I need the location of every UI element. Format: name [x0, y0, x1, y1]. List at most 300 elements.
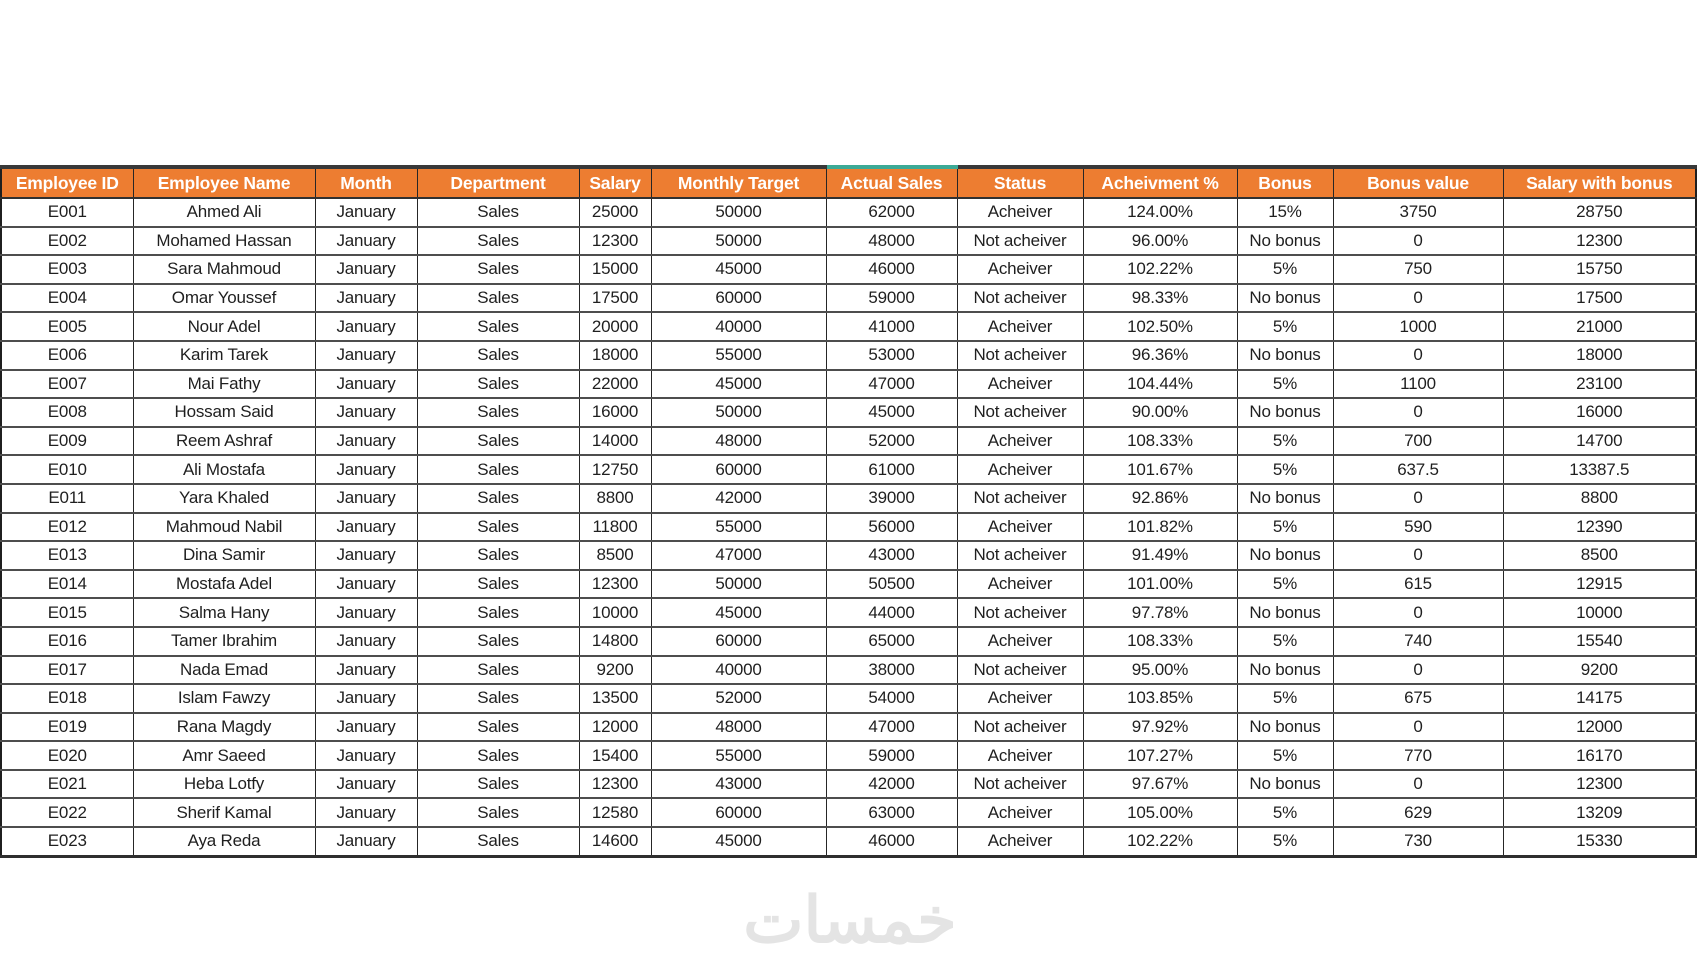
cell-actual-sales: 59000 [826, 741, 957, 770]
cell-bonus: No bonus [1237, 484, 1333, 513]
cell-salary: 8800 [579, 484, 651, 513]
cell-employee-name: Sherif Kamal [133, 798, 315, 827]
cell-status: Acheiver [957, 741, 1083, 770]
cell-actual-sales: 43000 [826, 541, 957, 570]
cell-employee-name: Karim Tarek [133, 341, 315, 370]
cell-monthly-target: 43000 [651, 770, 826, 799]
cell-salary: 9200 [579, 656, 651, 685]
cell-acheivment-pct: 105.00% [1083, 798, 1237, 827]
cell-month: January [315, 741, 417, 770]
cell-employee-name: Reem Ashraf [133, 427, 315, 456]
cell-bonus-value: 675 [1333, 684, 1503, 713]
cell-salary: 11800 [579, 513, 651, 542]
table-row [1, 284, 1696, 313]
cell-department: Sales [417, 598, 579, 627]
cell-status: Not acheiver [957, 284, 1083, 313]
cell-actual-sales: 47000 [826, 713, 957, 742]
cell-actual-sales: 47000 [826, 370, 957, 399]
cell-employee-name: Yara Khaled [133, 484, 315, 513]
cell-status: Acheiver [957, 798, 1083, 827]
cell-bonus: 5% [1237, 513, 1333, 542]
cell-monthly-target: 48000 [651, 713, 826, 742]
cell-bonus-value: 590 [1333, 513, 1503, 542]
cell-acheivment-pct: 97.92% [1083, 713, 1237, 742]
cell-month: January [315, 398, 417, 427]
table-row [1, 513, 1696, 542]
cell-actual-sales: 59000 [826, 284, 957, 313]
column-header-department: Department [417, 167, 579, 198]
cell-monthly-target: 48000 [651, 427, 826, 456]
table-row [1, 627, 1696, 656]
cell-monthly-target: 50000 [651, 570, 826, 599]
cell-bonus-value: 740 [1333, 627, 1503, 656]
cell-employee-name: Nada Emad [133, 656, 315, 685]
cell-department: Sales [417, 198, 579, 227]
cell-bonus: No bonus [1237, 284, 1333, 313]
column-header-salary: Salary [579, 167, 651, 198]
column-header-employee-id: Employee ID [1, 167, 133, 198]
cell-bonus: No bonus [1237, 227, 1333, 256]
table-row [1, 398, 1696, 427]
cell-monthly-target: 60000 [651, 284, 826, 313]
cell-bonus-value: 0 [1333, 227, 1503, 256]
cell-bonus-value: 700 [1333, 427, 1503, 456]
cell-bonus-value: 750 [1333, 255, 1503, 284]
cell-bonus-value: 0 [1333, 656, 1503, 685]
cell-bonus: No bonus [1237, 541, 1333, 570]
cell-bonus: 5% [1237, 427, 1333, 456]
cell-bonus-value: 1000 [1333, 312, 1503, 341]
table-row [1, 455, 1696, 484]
cell-month: January [315, 513, 417, 542]
cell-actual-sales: 62000 [826, 198, 957, 227]
cell-department: Sales [417, 684, 579, 713]
cell-salary-with-bonus: 12915 [1503, 570, 1696, 599]
cell-employee-id: E016 [1, 627, 133, 656]
cell-salary-with-bonus: 14175 [1503, 684, 1696, 713]
cell-employee-id: E015 [1, 598, 133, 627]
cell-actual-sales: 38000 [826, 656, 957, 685]
cell-bonus: 5% [1237, 255, 1333, 284]
cell-monthly-target: 42000 [651, 484, 826, 513]
cell-monthly-target: 55000 [651, 341, 826, 370]
cell-acheivment-pct: 97.78% [1083, 598, 1237, 627]
cell-salary: 10000 [579, 598, 651, 627]
cell-bonus: 5% [1237, 827, 1333, 856]
cell-department: Sales [417, 741, 579, 770]
cell-actual-sales: 50500 [826, 570, 957, 599]
cell-acheivment-pct: 101.67% [1083, 455, 1237, 484]
cell-status: Acheiver [957, 455, 1083, 484]
cell-bonus: No bonus [1237, 770, 1333, 799]
cell-month: January [315, 312, 417, 341]
table-row [1, 741, 1696, 770]
cell-month: January [315, 341, 417, 370]
cell-monthly-target: 60000 [651, 798, 826, 827]
column-header-actual-sales: Actual Sales [826, 167, 957, 198]
cell-status: Acheiver [957, 827, 1083, 856]
cell-bonus: No bonus [1237, 656, 1333, 685]
cell-monthly-target: 50000 [651, 398, 826, 427]
cell-bonus-value: 637.5 [1333, 455, 1503, 484]
cell-employee-id: E010 [1, 455, 133, 484]
cell-status: Not acheiver [957, 227, 1083, 256]
cell-bonus-value: 3750 [1333, 198, 1503, 227]
cell-salary-with-bonus: 21000 [1503, 312, 1696, 341]
cell-salary: 14600 [579, 827, 651, 856]
cell-bonus: 5% [1237, 627, 1333, 656]
cell-department: Sales [417, 713, 579, 742]
cell-status: Not acheiver [957, 341, 1083, 370]
cell-status: Acheiver [957, 198, 1083, 227]
cell-status: Acheiver [957, 570, 1083, 599]
cell-employee-name: Ali Mostafa [133, 455, 315, 484]
table-row [1, 827, 1696, 856]
cell-actual-sales: 65000 [826, 627, 957, 656]
cell-department: Sales [417, 341, 579, 370]
cell-employee-id: E014 [1, 570, 133, 599]
cell-employee-name: Omar Youssef [133, 284, 315, 313]
cell-monthly-target: 45000 [651, 598, 826, 627]
cell-month: January [315, 284, 417, 313]
cell-status: Not acheiver [957, 713, 1083, 742]
cell-department: Sales [417, 227, 579, 256]
cell-status: Acheiver [957, 312, 1083, 341]
cell-employee-id: E011 [1, 484, 133, 513]
cell-salary: 22000 [579, 370, 651, 399]
cell-employee-id: E008 [1, 398, 133, 427]
cell-employee-id: E005 [1, 312, 133, 341]
cell-salary-with-bonus: 10000 [1503, 598, 1696, 627]
cell-month: January [315, 598, 417, 627]
cell-department: Sales [417, 427, 579, 456]
cell-salary: 12300 [579, 570, 651, 599]
table-row [1, 798, 1696, 827]
cell-monthly-target: 55000 [651, 513, 826, 542]
column-header-monthly-target: Monthly Target [651, 167, 826, 198]
table-row [1, 312, 1696, 341]
cell-salary: 12580 [579, 798, 651, 827]
cell-acheivment-pct: 96.36% [1083, 341, 1237, 370]
cell-salary-with-bonus: 12300 [1503, 227, 1696, 256]
employee-sales-table [0, 165, 1697, 858]
cell-department: Sales [417, 656, 579, 685]
cell-acheivment-pct: 102.22% [1083, 827, 1237, 856]
cell-department: Sales [417, 827, 579, 856]
cell-bonus: No bonus [1237, 713, 1333, 742]
column-header-bonus-value: Bonus value [1333, 167, 1503, 198]
cell-department: Sales [417, 312, 579, 341]
cell-status: Not acheiver [957, 656, 1083, 685]
cell-acheivment-pct: 98.33% [1083, 284, 1237, 313]
cell-department: Sales [417, 770, 579, 799]
table-row [1, 484, 1696, 513]
cell-salary-with-bonus: 18000 [1503, 341, 1696, 370]
table-row [1, 541, 1696, 570]
cell-actual-sales: 56000 [826, 513, 957, 542]
cell-month: January [315, 227, 417, 256]
cell-status: Not acheiver [957, 770, 1083, 799]
cell-salary: 15000 [579, 255, 651, 284]
cell-month: January [315, 713, 417, 742]
cell-bonus-value: 0 [1333, 398, 1503, 427]
cell-salary: 18000 [579, 341, 651, 370]
cell-bonus-value: 0 [1333, 598, 1503, 627]
cell-employee-id: E019 [1, 713, 133, 742]
cell-department: Sales [417, 541, 579, 570]
cell-actual-sales: 48000 [826, 227, 957, 256]
cell-monthly-target: 60000 [651, 627, 826, 656]
column-header-month: Month [315, 167, 417, 198]
cell-salary-with-bonus: 8500 [1503, 541, 1696, 570]
cell-employee-name: Aya Reda [133, 827, 315, 856]
cell-status: Acheiver [957, 255, 1083, 284]
cell-salary-with-bonus: 15330 [1503, 827, 1696, 856]
cell-month: January [315, 370, 417, 399]
cell-acheivment-pct: 103.85% [1083, 684, 1237, 713]
cell-bonus: 5% [1237, 741, 1333, 770]
cell-monthly-target: 60000 [651, 455, 826, 484]
cell-monthly-target: 45000 [651, 827, 826, 856]
cell-salary-with-bonus: 15750 [1503, 255, 1696, 284]
cell-bonus: 5% [1237, 370, 1333, 399]
cell-monthly-target: 45000 [651, 255, 826, 284]
cell-salary: 14000 [579, 427, 651, 456]
cell-bonus-value: 0 [1333, 713, 1503, 742]
cell-employee-id: E017 [1, 656, 133, 685]
cell-employee-id: E023 [1, 827, 133, 856]
cell-salary: 25000 [579, 198, 651, 227]
cell-employee-name: Dina Samir [133, 541, 315, 570]
cell-status: Acheiver [957, 513, 1083, 542]
cell-acheivment-pct: 107.27% [1083, 741, 1237, 770]
cell-bonus-value: 0 [1333, 770, 1503, 799]
cell-employee-name: Mai Fathy [133, 370, 315, 399]
cell-employee-id: E009 [1, 427, 133, 456]
cell-employee-id: E002 [1, 227, 133, 256]
cell-salary-with-bonus: 12390 [1503, 513, 1696, 542]
cell-salary-with-bonus: 9200 [1503, 656, 1696, 685]
cell-bonus-value: 615 [1333, 570, 1503, 599]
cell-employee-name: Heba Lotfy [133, 770, 315, 799]
cell-department: Sales [417, 513, 579, 542]
cell-month: January [315, 484, 417, 513]
column-header-acheivment-pct: Acheivment % [1083, 167, 1237, 198]
cell-actual-sales: 39000 [826, 484, 957, 513]
cell-monthly-target: 40000 [651, 312, 826, 341]
cell-actual-sales: 53000 [826, 341, 957, 370]
cell-monthly-target: 47000 [651, 541, 826, 570]
cell-actual-sales: 46000 [826, 827, 957, 856]
cell-month: January [315, 455, 417, 484]
cell-employee-id: E001 [1, 198, 133, 227]
table-row [1, 370, 1696, 399]
cell-actual-sales: 42000 [826, 770, 957, 799]
cell-status: Not acheiver [957, 484, 1083, 513]
cell-salary-with-bonus: 28750 [1503, 198, 1696, 227]
cell-acheivment-pct: 91.49% [1083, 541, 1237, 570]
cell-month: January [315, 684, 417, 713]
cell-employee-name: Mostafa Adel [133, 570, 315, 599]
cell-month: January [315, 570, 417, 599]
cell-bonus-value: 0 [1333, 341, 1503, 370]
cell-actual-sales: 44000 [826, 598, 957, 627]
cell-monthly-target: 50000 [651, 227, 826, 256]
cell-actual-sales: 41000 [826, 312, 957, 341]
cell-bonus-value: 0 [1333, 484, 1503, 513]
cell-acheivment-pct: 101.82% [1083, 513, 1237, 542]
cell-employee-name: Mahmoud Nabil [133, 513, 315, 542]
cell-bonus: No bonus [1237, 598, 1333, 627]
table-row [1, 227, 1696, 256]
cell-salary-with-bonus: 16170 [1503, 741, 1696, 770]
cell-salary: 15400 [579, 741, 651, 770]
cell-status: Acheiver [957, 627, 1083, 656]
cell-salary: 17500 [579, 284, 651, 313]
cell-bonus: No bonus [1237, 398, 1333, 427]
cell-month: January [315, 427, 417, 456]
cell-employee-name: Islam Fawzy [133, 684, 315, 713]
cell-employee-id: E004 [1, 284, 133, 313]
table-row [1, 570, 1696, 599]
cell-month: January [315, 770, 417, 799]
cell-salary: 8500 [579, 541, 651, 570]
cell-bonus: 5% [1237, 798, 1333, 827]
cell-salary: 12300 [579, 227, 651, 256]
table-header-row [1, 167, 1696, 198]
cell-status: Not acheiver [957, 398, 1083, 427]
cell-employee-id: E013 [1, 541, 133, 570]
cell-monthly-target: 55000 [651, 741, 826, 770]
cell-status: Acheiver [957, 684, 1083, 713]
cell-employee-id: E007 [1, 370, 133, 399]
cell-employee-id: E006 [1, 341, 133, 370]
cell-department: Sales [417, 370, 579, 399]
table-row [1, 427, 1696, 456]
cell-monthly-target: 45000 [651, 370, 826, 399]
cell-department: Sales [417, 484, 579, 513]
cell-month: January [315, 798, 417, 827]
cell-month: January [315, 627, 417, 656]
cell-salary-with-bonus: 13387.5 [1503, 455, 1696, 484]
cell-department: Sales [417, 570, 579, 599]
cell-employee-name: Mohamed Hassan [133, 227, 315, 256]
cell-department: Sales [417, 627, 579, 656]
column-header-employee-name: Employee Name [133, 167, 315, 198]
cell-acheivment-pct: 90.00% [1083, 398, 1237, 427]
cell-bonus-value: 629 [1333, 798, 1503, 827]
cell-acheivment-pct: 108.33% [1083, 627, 1237, 656]
table-row [1, 684, 1696, 713]
table-row [1, 770, 1696, 799]
cell-bonus: 5% [1237, 570, 1333, 599]
cell-actual-sales: 61000 [826, 455, 957, 484]
cell-acheivment-pct: 97.67% [1083, 770, 1237, 799]
table-row [1, 598, 1696, 627]
cell-salary: 13500 [579, 684, 651, 713]
cell-employee-name: Hossam Said [133, 398, 315, 427]
cell-salary: 12300 [579, 770, 651, 799]
cell-employee-id: E020 [1, 741, 133, 770]
cell-actual-sales: 45000 [826, 398, 957, 427]
cell-bonus-value: 730 [1333, 827, 1503, 856]
cell-employee-name: Nour Adel [133, 312, 315, 341]
column-header-status: Status [957, 167, 1083, 198]
cell-bonus: No bonus [1237, 341, 1333, 370]
cell-salary-with-bonus: 13209 [1503, 798, 1696, 827]
cell-acheivment-pct: 92.86% [1083, 484, 1237, 513]
table-row [1, 341, 1696, 370]
cell-acheivment-pct: 96.00% [1083, 227, 1237, 256]
cell-monthly-target: 52000 [651, 684, 826, 713]
table-row [1, 198, 1696, 227]
cell-actual-sales: 54000 [826, 684, 957, 713]
cell-department: Sales [417, 455, 579, 484]
cell-salary-with-bonus: 17500 [1503, 284, 1696, 313]
cell-employee-id: E022 [1, 798, 133, 827]
cell-status: Not acheiver [957, 541, 1083, 570]
cell-acheivment-pct: 102.22% [1083, 255, 1237, 284]
cell-salary: 12000 [579, 713, 651, 742]
cell-status: Acheiver [957, 427, 1083, 456]
cell-bonus-value: 770 [1333, 741, 1503, 770]
cell-monthly-target: 40000 [651, 656, 826, 685]
cell-employee-name: Amr Saeed [133, 741, 315, 770]
cell-month: January [315, 656, 417, 685]
cell-salary: 14800 [579, 627, 651, 656]
cell-month: January [315, 198, 417, 227]
cell-acheivment-pct: 104.44% [1083, 370, 1237, 399]
cell-bonus-value: 1100 [1333, 370, 1503, 399]
cell-employee-name: Sara Mahmoud [133, 255, 315, 284]
cell-bonus: 5% [1237, 312, 1333, 341]
cell-salary-with-bonus: 15540 [1503, 627, 1696, 656]
cell-salary: 12750 [579, 455, 651, 484]
cell-salary-with-bonus: 16000 [1503, 398, 1696, 427]
cell-month: January [315, 827, 417, 856]
cell-bonus: 5% [1237, 455, 1333, 484]
cell-salary-with-bonus: 14700 [1503, 427, 1696, 456]
cell-bonus-value: 0 [1333, 284, 1503, 313]
khamsat-watermark: خمسات [743, 884, 957, 956]
table-row [1, 656, 1696, 685]
cell-employee-id: E021 [1, 770, 133, 799]
cell-status: Not acheiver [957, 598, 1083, 627]
cell-actual-sales: 63000 [826, 798, 957, 827]
cell-month: January [315, 541, 417, 570]
cell-salary-with-bonus: 12300 [1503, 770, 1696, 799]
column-header-salary-with-bonus: Salary with bonus [1503, 167, 1696, 198]
table-row [1, 713, 1696, 742]
cell-bonus-value: 0 [1333, 541, 1503, 570]
cell-salary-with-bonus: 8800 [1503, 484, 1696, 513]
cell-monthly-target: 50000 [651, 198, 826, 227]
cell-actual-sales: 52000 [826, 427, 957, 456]
cell-acheivment-pct: 101.00% [1083, 570, 1237, 599]
cell-acheivment-pct: 108.33% [1083, 427, 1237, 456]
cell-employee-name: Rana Magdy [133, 713, 315, 742]
cell-salary: 20000 [579, 312, 651, 341]
cell-salary-with-bonus: 23100 [1503, 370, 1696, 399]
cell-month: January [315, 255, 417, 284]
cell-status: Acheiver [957, 370, 1083, 399]
cell-actual-sales: 46000 [826, 255, 957, 284]
cell-employee-id: E012 [1, 513, 133, 542]
cell-employee-id: E003 [1, 255, 133, 284]
cell-employee-name: Ahmed Ali [133, 198, 315, 227]
cell-acheivment-pct: 124.00% [1083, 198, 1237, 227]
cell-department: Sales [417, 284, 579, 313]
